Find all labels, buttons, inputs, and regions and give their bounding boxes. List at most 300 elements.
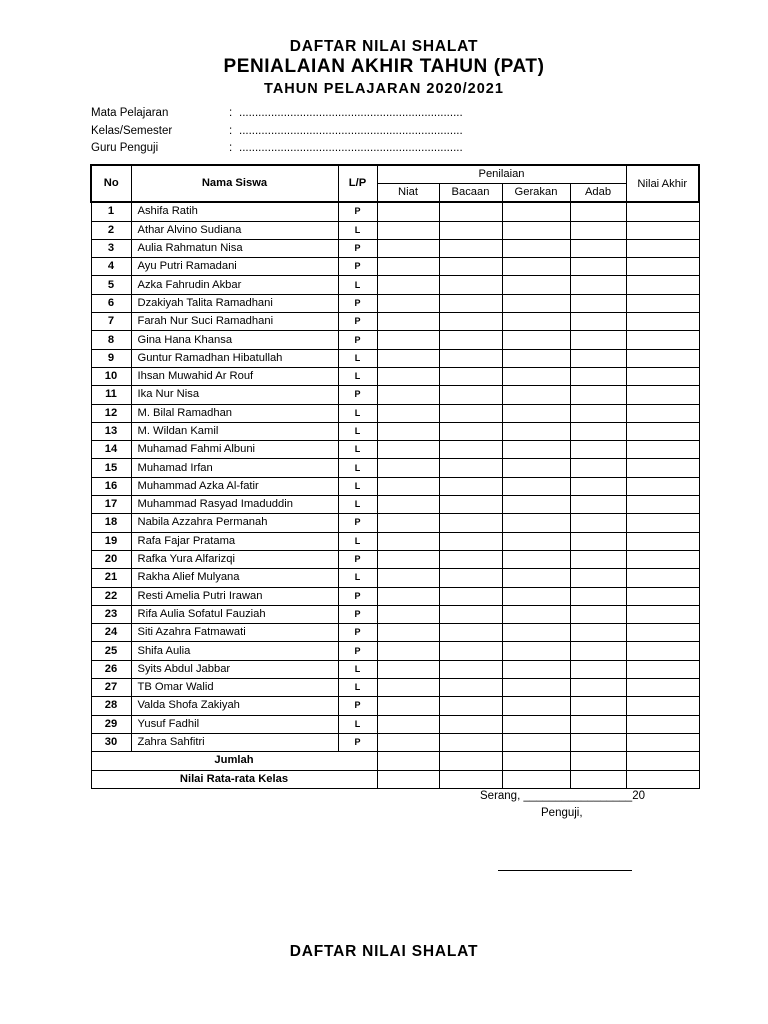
grade-cell[interactable] bbox=[502, 514, 570, 532]
row-number: 10 bbox=[91, 367, 131, 385]
grade-cell[interactable] bbox=[439, 770, 502, 788]
grade-cell[interactable] bbox=[377, 258, 439, 276]
student-name: Shifa Aulia bbox=[131, 642, 338, 660]
table-row bbox=[91, 587, 699, 605]
grade-cell[interactable] bbox=[626, 715, 699, 733]
row-number: 30 bbox=[91, 733, 131, 751]
student-gender: P bbox=[338, 697, 377, 715]
header-bacaan: Bacaan bbox=[439, 184, 502, 203]
grade-cell[interactable] bbox=[502, 221, 570, 239]
grade-cell[interactable] bbox=[570, 386, 626, 404]
row-number: 5 bbox=[91, 276, 131, 294]
grade-cell[interactable] bbox=[377, 294, 439, 312]
grade-cell[interactable] bbox=[626, 202, 699, 221]
grade-cell[interactable] bbox=[502, 459, 570, 477]
grade-cell[interactable] bbox=[439, 624, 502, 642]
info-row-subject bbox=[91, 107, 463, 125]
grade-cell[interactable] bbox=[626, 624, 699, 642]
table-row bbox=[91, 550, 699, 568]
grade-cell[interactable] bbox=[570, 532, 626, 550]
student-name: Nabila Azzahra Permanah bbox=[131, 514, 338, 532]
header-no: No bbox=[91, 165, 131, 202]
table-row bbox=[91, 733, 699, 751]
student-gender: P bbox=[338, 642, 377, 660]
student-gender: L bbox=[338, 422, 377, 440]
grade-cell[interactable] bbox=[502, 202, 570, 221]
grade-cell[interactable] bbox=[570, 496, 626, 514]
student-gender: P bbox=[338, 550, 377, 568]
document-title: DAFTAR NILAI SHALAT bbox=[289, 38, 479, 55]
grade-cell[interactable] bbox=[377, 514, 439, 532]
total-label: Jumlah bbox=[91, 752, 377, 770]
grade-cell[interactable] bbox=[626, 532, 699, 550]
grade-cell[interactable] bbox=[377, 624, 439, 642]
student-name: Ayu Putri Ramadani bbox=[131, 258, 338, 276]
student-name: Azka Fahrudin Akbar bbox=[131, 276, 338, 294]
next-page-title: DAFTAR NILAI SHALAT bbox=[289, 943, 479, 960]
row-number: 23 bbox=[91, 605, 131, 623]
grade-cell[interactable] bbox=[570, 404, 626, 422]
student-name: Aulia Rahmatun Nisa bbox=[131, 239, 338, 257]
info-colon: : bbox=[229, 124, 233, 137]
row-number: 25 bbox=[91, 642, 131, 660]
grade-cell[interactable] bbox=[570, 715, 626, 733]
grade-cell[interactable] bbox=[570, 331, 626, 349]
student-name: Athar Alvino Sudiana bbox=[131, 221, 338, 239]
grade-cell[interactable] bbox=[377, 202, 439, 221]
grade-cell[interactable] bbox=[439, 367, 502, 385]
grade-cell[interactable] bbox=[439, 386, 502, 404]
grade-cell[interactable] bbox=[570, 422, 626, 440]
table-row bbox=[91, 459, 699, 477]
grade-cell[interactable] bbox=[626, 752, 699, 770]
grade-cell[interactable] bbox=[502, 239, 570, 257]
grade-cell[interactable] bbox=[626, 276, 699, 294]
student-gender: L bbox=[338, 477, 377, 495]
grade-cell[interactable] bbox=[570, 587, 626, 605]
row-number: 27 bbox=[91, 679, 131, 697]
row-number: 3 bbox=[91, 239, 131, 257]
student-name: Ihsan Muwahid Ar Rouf bbox=[131, 367, 338, 385]
row-number: 19 bbox=[91, 532, 131, 550]
grade-cell[interactable] bbox=[502, 367, 570, 385]
row-number: 9 bbox=[91, 349, 131, 367]
table-row bbox=[91, 404, 699, 422]
grade-cell[interactable] bbox=[502, 752, 570, 770]
student-gender: P bbox=[338, 605, 377, 623]
grade-cell[interactable] bbox=[626, 258, 699, 276]
grade-cell[interactable] bbox=[626, 660, 699, 678]
grade-cell[interactable] bbox=[626, 294, 699, 312]
table-row bbox=[91, 605, 699, 623]
grade-cell[interactable] bbox=[377, 441, 439, 459]
grade-cell[interactable] bbox=[439, 294, 502, 312]
grade-cell[interactable] bbox=[439, 660, 502, 678]
grade-cell[interactable] bbox=[570, 276, 626, 294]
grade-cell[interactable] bbox=[439, 202, 502, 221]
student-name: Muhamad Fahmi Albuni bbox=[131, 441, 338, 459]
grade-cell[interactable] bbox=[570, 221, 626, 239]
grade-cell[interactable] bbox=[502, 642, 570, 660]
grade-cell[interactable] bbox=[502, 349, 570, 367]
header-final: Nilai Akhir bbox=[626, 165, 699, 202]
grade-cell[interactable] bbox=[570, 642, 626, 660]
grade-cell[interactable] bbox=[502, 587, 570, 605]
student-name: Rafa Fajar Pratama bbox=[131, 532, 338, 550]
average-row bbox=[91, 770, 699, 788]
grade-cell[interactable] bbox=[626, 313, 699, 331]
signature-place-date: Serang, _________________20 bbox=[480, 790, 645, 802]
grade-cell[interactable] bbox=[626, 331, 699, 349]
grade-cell[interactable] bbox=[439, 496, 502, 514]
student-gender: L bbox=[338, 349, 377, 367]
grade-cell[interactable] bbox=[626, 514, 699, 532]
grade-cell[interactable] bbox=[626, 422, 699, 440]
grade-cell[interactable] bbox=[377, 404, 439, 422]
grade-cell[interactable] bbox=[439, 733, 502, 751]
grade-cell[interactable] bbox=[439, 221, 502, 239]
header-adab: Adab bbox=[570, 184, 626, 203]
student-gender: L bbox=[338, 367, 377, 385]
grade-cell[interactable] bbox=[502, 422, 570, 440]
grade-cell[interactable] bbox=[502, 697, 570, 715]
row-number: 7 bbox=[91, 313, 131, 331]
grade-cell[interactable] bbox=[502, 477, 570, 495]
grade-cell[interactable] bbox=[570, 441, 626, 459]
grade-cell[interactable] bbox=[439, 276, 502, 294]
row-number: 8 bbox=[91, 331, 131, 349]
row-number: 18 bbox=[91, 514, 131, 532]
grade-cell[interactable] bbox=[377, 660, 439, 678]
grade-cell[interactable] bbox=[439, 679, 502, 697]
grade-cell[interactable] bbox=[377, 276, 439, 294]
grade-cell[interactable] bbox=[570, 349, 626, 367]
grade-cell[interactable] bbox=[377, 605, 439, 623]
grade-cell[interactable] bbox=[439, 331, 502, 349]
header-penilaian: Penilaian bbox=[377, 165, 626, 184]
grade-cell[interactable] bbox=[377, 477, 439, 495]
grade-cell[interactable] bbox=[626, 679, 699, 697]
grade-cell[interactable] bbox=[626, 477, 699, 495]
grade-cell[interactable] bbox=[439, 532, 502, 550]
grade-cell[interactable] bbox=[439, 422, 502, 440]
grade-cell[interactable] bbox=[377, 752, 439, 770]
table-row bbox=[91, 496, 699, 514]
grade-cell[interactable] bbox=[377, 715, 439, 733]
grade-cell[interactable] bbox=[626, 550, 699, 568]
grade-cell[interactable] bbox=[570, 258, 626, 276]
grade-cell[interactable] bbox=[626, 221, 699, 239]
student-name: Resti Amelia Putri Irawan bbox=[131, 587, 338, 605]
student-name: Farah Nur Suci Ramadhani bbox=[131, 313, 338, 331]
table-row bbox=[91, 532, 699, 550]
grade-cell[interactable] bbox=[502, 313, 570, 331]
grade-cell[interactable] bbox=[570, 550, 626, 568]
average-label: Nilai Rata-rata Kelas bbox=[91, 770, 377, 788]
student-gender: P bbox=[338, 294, 377, 312]
academic-year: TAHUN PELAJARAN 2020/2021 bbox=[264, 81, 504, 97]
table-row bbox=[91, 697, 699, 715]
grade-cell[interactable] bbox=[502, 294, 570, 312]
table-row bbox=[91, 367, 699, 385]
grade-cell[interactable] bbox=[377, 496, 439, 514]
student-gender: L bbox=[338, 532, 377, 550]
grade-cell[interactable] bbox=[377, 386, 439, 404]
info-colon: : bbox=[229, 142, 233, 154]
grade-cell[interactable] bbox=[439, 459, 502, 477]
grade-cell[interactable] bbox=[377, 770, 439, 788]
grade-cell[interactable] bbox=[439, 258, 502, 276]
grade-cell[interactable] bbox=[439, 550, 502, 568]
grade-cell[interactable] bbox=[570, 569, 626, 587]
grade-cell[interactable] bbox=[439, 349, 502, 367]
student-gender: L bbox=[338, 459, 377, 477]
row-number: 20 bbox=[91, 550, 131, 568]
grade-cell[interactable] bbox=[626, 404, 699, 422]
grade-cell[interactable] bbox=[502, 715, 570, 733]
table-row bbox=[91, 422, 699, 440]
grade-cell[interactable] bbox=[502, 276, 570, 294]
grade-cell[interactable] bbox=[570, 752, 626, 770]
grade-cell[interactable] bbox=[626, 496, 699, 514]
student-gender: P bbox=[338, 239, 377, 257]
info-label: Kelas/Semester bbox=[91, 124, 173, 137]
grade-cell[interactable] bbox=[626, 459, 699, 477]
table-row bbox=[91, 221, 699, 239]
grade-cell[interactable] bbox=[502, 679, 570, 697]
grade-cell[interactable] bbox=[377, 221, 439, 239]
info-row-class bbox=[91, 125, 463, 143]
info-label: Mata Pelajaran bbox=[91, 107, 169, 119]
grade-cell[interactable] bbox=[377, 459, 439, 477]
table-row bbox=[91, 294, 699, 312]
info-colon: : bbox=[229, 107, 233, 119]
table-row bbox=[91, 349, 699, 367]
grade-cell[interactable] bbox=[502, 331, 570, 349]
total-row bbox=[91, 752, 699, 770]
info-block bbox=[91, 107, 463, 160]
grade-cell[interactable] bbox=[439, 514, 502, 532]
grade-cell[interactable] bbox=[439, 239, 502, 257]
table-row bbox=[91, 624, 699, 642]
grade-cell[interactable] bbox=[377, 642, 439, 660]
table-row bbox=[91, 642, 699, 660]
student-gender: L bbox=[338, 679, 377, 697]
grade-cell[interactable] bbox=[377, 367, 439, 385]
grade-cell[interactable] bbox=[626, 239, 699, 257]
grade-cell[interactable] bbox=[570, 459, 626, 477]
student-name: Siti Azahra Fatmawati bbox=[131, 624, 338, 642]
grade-cell[interactable] bbox=[439, 697, 502, 715]
header-gerakan: Gerakan bbox=[502, 184, 570, 203]
grade-cell[interactable] bbox=[626, 697, 699, 715]
grade-cell[interactable] bbox=[626, 367, 699, 385]
row-number: 16 bbox=[91, 477, 131, 495]
table-row bbox=[91, 660, 699, 678]
header-name: Nama Siswa bbox=[131, 165, 338, 202]
grade-cell[interactable] bbox=[626, 770, 699, 788]
info-value: ...................................................................... bbox=[239, 124, 463, 137]
grade-cell[interactable] bbox=[570, 605, 626, 623]
grade-cell[interactable] bbox=[570, 202, 626, 221]
table-row bbox=[91, 202, 699, 221]
table-row bbox=[91, 276, 699, 294]
row-number: 17 bbox=[91, 496, 131, 514]
student-gender: L bbox=[338, 441, 377, 459]
row-number: 15 bbox=[91, 459, 131, 477]
table-row bbox=[91, 239, 699, 257]
grade-cell[interactable] bbox=[502, 550, 570, 568]
grade-cell[interactable] bbox=[502, 770, 570, 788]
row-number: 21 bbox=[91, 569, 131, 587]
header-niat: Niat bbox=[377, 184, 439, 203]
student-name: Zahra Sahfitri bbox=[131, 733, 338, 751]
info-label: Guru Penguji bbox=[91, 142, 159, 154]
grade-cell[interactable] bbox=[377, 239, 439, 257]
grade-cell[interactable] bbox=[626, 441, 699, 459]
grade-cell[interactable] bbox=[377, 587, 439, 605]
grade-cell[interactable] bbox=[626, 642, 699, 660]
grade-cell[interactable] bbox=[439, 605, 502, 623]
student-gender: P bbox=[338, 624, 377, 642]
grade-cell[interactable] bbox=[626, 349, 699, 367]
grade-cell[interactable] bbox=[502, 605, 570, 623]
student-name: M. Bilal Ramadhan bbox=[131, 404, 338, 422]
table-row bbox=[91, 569, 699, 587]
row-number: 24 bbox=[91, 624, 131, 642]
student-name: Rakha Alief Mulyana bbox=[131, 569, 338, 587]
student-name: Muhamad Irfan bbox=[131, 459, 338, 477]
grade-cell[interactable] bbox=[570, 679, 626, 697]
grade-cell[interactable] bbox=[439, 642, 502, 660]
grade-cell[interactable] bbox=[502, 660, 570, 678]
grade-cell[interactable] bbox=[377, 313, 439, 331]
grade-cell[interactable] bbox=[439, 587, 502, 605]
student-name: Rafka Yura Alfarizqi bbox=[131, 550, 338, 568]
table-row bbox=[91, 514, 699, 532]
grade-cell[interactable] bbox=[502, 441, 570, 459]
row-number: 11 bbox=[91, 386, 131, 404]
grade-cell[interactable] bbox=[439, 569, 502, 587]
table-row bbox=[91, 386, 699, 404]
grade-cell[interactable] bbox=[377, 331, 439, 349]
row-number: 13 bbox=[91, 422, 131, 440]
grade-cell[interactable] bbox=[570, 697, 626, 715]
grade-cell[interactable] bbox=[502, 258, 570, 276]
row-number: 28 bbox=[91, 697, 131, 715]
student-gender: P bbox=[338, 258, 377, 276]
grade-cell[interactable] bbox=[502, 624, 570, 642]
grade-cell[interactable] bbox=[502, 404, 570, 422]
grade-cell[interactable] bbox=[377, 349, 439, 367]
grade-cell[interactable] bbox=[377, 532, 439, 550]
info-value: ...................................................................... bbox=[239, 142, 463, 154]
grade-cell[interactable] bbox=[570, 477, 626, 495]
grade-cell[interactable] bbox=[626, 386, 699, 404]
grade-cell[interactable] bbox=[377, 733, 439, 751]
row-number: 1 bbox=[91, 202, 131, 221]
grade-cell[interactable] bbox=[570, 770, 626, 788]
row-number: 2 bbox=[91, 221, 131, 239]
grade-cell[interactable] bbox=[626, 569, 699, 587]
grade-cell[interactable] bbox=[570, 294, 626, 312]
table-row bbox=[91, 258, 699, 276]
grade-cell[interactable] bbox=[626, 587, 699, 605]
student-gender: P bbox=[338, 733, 377, 751]
row-number: 26 bbox=[91, 660, 131, 678]
info-row-examiner bbox=[91, 142, 463, 160]
grade-cell[interactable] bbox=[377, 569, 439, 587]
student-gender: P bbox=[338, 313, 377, 331]
student-name: Ashifa Ratih bbox=[131, 202, 338, 221]
student-rows bbox=[91, 202, 699, 751]
student-name: Valda Shofa Zakiyah bbox=[131, 697, 338, 715]
grade-cell[interactable] bbox=[570, 313, 626, 331]
student-name: Guntur Ramadhan Hibatullah bbox=[131, 349, 338, 367]
grade-cell[interactable] bbox=[377, 550, 439, 568]
grades-table bbox=[90, 164, 700, 789]
student-gender: L bbox=[338, 660, 377, 678]
student-name: Muhammad Rasyad Imaduddin bbox=[131, 496, 338, 514]
signature-role: Penguji, bbox=[541, 807, 583, 819]
grade-cell[interactable] bbox=[377, 679, 439, 697]
grade-cell[interactable] bbox=[502, 496, 570, 514]
student-gender: P bbox=[338, 202, 377, 221]
student-gender: L bbox=[338, 276, 377, 294]
grade-cell[interactable] bbox=[439, 477, 502, 495]
grade-cell[interactable] bbox=[502, 569, 570, 587]
grade-cell[interactable] bbox=[570, 239, 626, 257]
grade-cell[interactable] bbox=[377, 697, 439, 715]
grade-cell[interactable] bbox=[626, 733, 699, 751]
grade-cell[interactable] bbox=[502, 386, 570, 404]
signature-line bbox=[498, 870, 632, 871]
student-name: Gina Hana Khansa bbox=[131, 331, 338, 349]
student-name: M. Wildan Kamil bbox=[131, 422, 338, 440]
grade-cell[interactable] bbox=[502, 532, 570, 550]
row-number: 6 bbox=[91, 294, 131, 312]
student-gender: P bbox=[338, 386, 377, 404]
grade-cell[interactable] bbox=[439, 404, 502, 422]
table-row bbox=[91, 477, 699, 495]
grade-cell[interactable] bbox=[570, 624, 626, 642]
grade-cell[interactable] bbox=[439, 313, 502, 331]
grade-cell[interactable] bbox=[570, 514, 626, 532]
row-number: 14 bbox=[91, 441, 131, 459]
student-name: Yusuf Fadhil bbox=[131, 715, 338, 733]
grade-cell[interactable] bbox=[377, 422, 439, 440]
grade-cell[interactable] bbox=[502, 733, 570, 751]
grade-cell[interactable] bbox=[439, 752, 502, 770]
grade-cell[interactable] bbox=[570, 367, 626, 385]
table-row bbox=[91, 441, 699, 459]
student-gender: L bbox=[338, 221, 377, 239]
student-name: Rifa Aulia Sofatul Fauziah bbox=[131, 605, 338, 623]
table-row bbox=[91, 679, 699, 697]
grade-cell[interactable] bbox=[626, 605, 699, 623]
student-gender: L bbox=[338, 404, 377, 422]
grade-cell[interactable] bbox=[570, 733, 626, 751]
student-name: Syits Abdul Jabbar bbox=[131, 660, 338, 678]
student-gender: P bbox=[338, 587, 377, 605]
grade-cell[interactable] bbox=[439, 441, 502, 459]
row-number: 29 bbox=[91, 715, 131, 733]
student-gender: P bbox=[338, 514, 377, 532]
grade-cell[interactable] bbox=[570, 660, 626, 678]
student-name: Dzakiyah Talita Ramadhani bbox=[131, 294, 338, 312]
row-number: 22 bbox=[91, 587, 131, 605]
grade-cell[interactable] bbox=[439, 715, 502, 733]
